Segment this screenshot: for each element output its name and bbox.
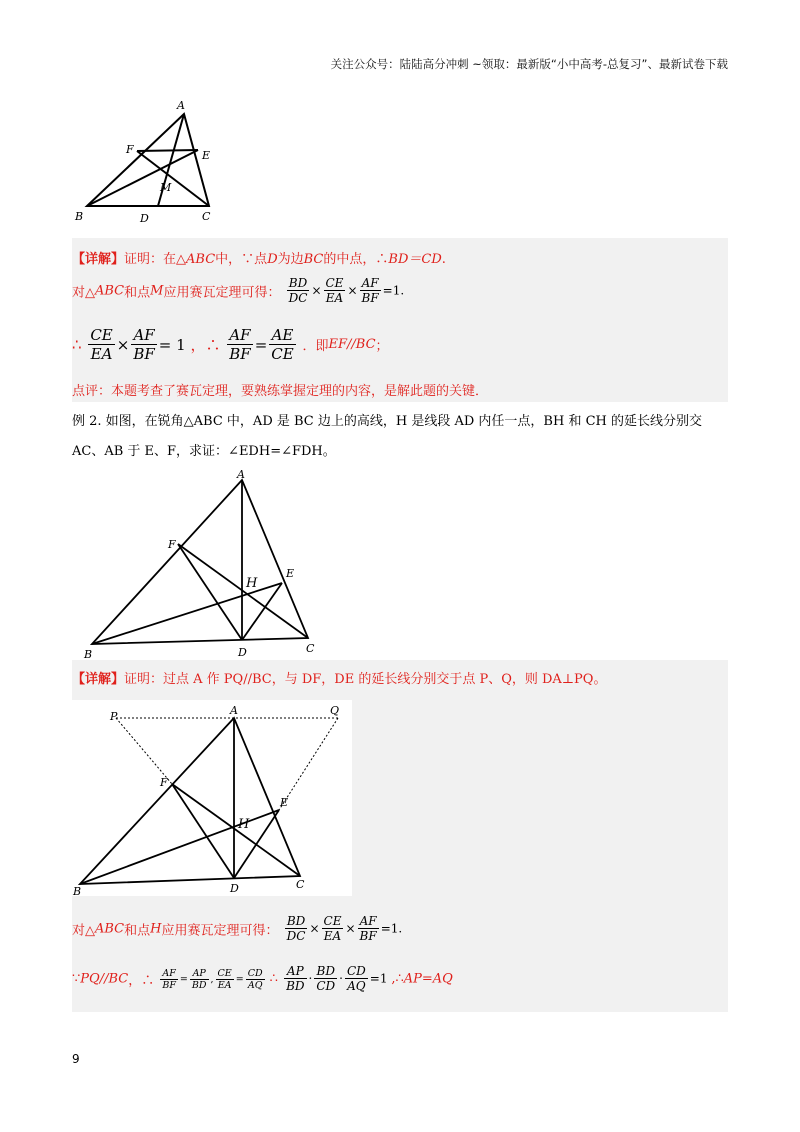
fraction-af-bf-large	[131, 326, 156, 363]
denominator: BF	[162, 980, 176, 992]
solution-3-line-1	[72, 914, 402, 944]
fig1-label-C: C	[202, 210, 211, 223]
text: 对△	[72, 923, 95, 939]
text: 为边	[277, 252, 304, 267]
fraction-ce-ea	[324, 276, 346, 306]
denominator: CD	[316, 979, 336, 994]
text: .	[400, 283, 405, 298]
text: ABC	[95, 283, 125, 299]
denominator: BF	[361, 291, 379, 306]
text: ；	[375, 339, 389, 354]
fig1-label-F: F	[126, 143, 134, 156]
fraction-cd-aq-small	[246, 968, 265, 992]
denominator: CE	[271, 345, 294, 363]
text: 应用赛瓦定理可得：	[161, 923, 279, 939]
solution-3-line-2: ∵PQ//BC，∴ $\frac{AF}{BF}$ = $\frac{AP}{BD}$ , $\frac{CE}{EA}$ = $\frac{CD}{AQ}$ ∴ $\frac{AP}{BD}$ · $\frac{BD}{CD}$ · $\frac{CD}{AQ}$ =1 ,∴AP=AQ	[72, 964, 453, 994]
text: 对△	[72, 285, 95, 301]
denominator: BF	[359, 929, 377, 944]
text: = 1	[158, 335, 186, 354]
numerator: CE	[323, 914, 342, 928]
page-header: 关注公众号：陆陆高分冲刺 ~领取：最新版“小中高考-总复习”、最新试卷下载	[330, 57, 728, 71]
text: EF//BC	[328, 337, 376, 352]
example-2-line-1: 例 2. 如图，在锐角△ABC 中，AD 是 BC 边上的高线，H 是线段 AD 内任一点，BH 和 CH 的延长线分别交	[72, 414, 702, 429]
numerator: CE	[325, 276, 344, 290]
text: .	[441, 252, 446, 267]
numerator: AP	[284, 964, 306, 979]
fraction-af-bf-small	[160, 968, 178, 992]
text: =1	[369, 971, 388, 986]
text: ABC	[95, 921, 125, 937]
fraction-ce-ea-small	[216, 968, 234, 992]
text: ∴	[269, 971, 278, 987]
text: AP=AQ	[403, 971, 453, 987]
fraction-ce-ea-large	[88, 326, 114, 363]
denominator: BF	[229, 345, 251, 363]
text: 证明：过点 A 作 PQ//BC，与 DF，DE 的延长线分别交于点 P、Q，则 DA⊥PQ。	[124, 672, 607, 687]
fraction-af-bf	[360, 276, 381, 306]
text: D	[267, 252, 278, 267]
fig1-label-A: A	[177, 99, 185, 112]
fig2-label-A: A	[237, 468, 245, 481]
fig2-label-F: F	[168, 538, 176, 551]
fig3-label-D: D	[230, 882, 239, 895]
text: =	[254, 335, 268, 354]
text: .	[398, 921, 403, 936]
fig3-label-C: C	[296, 878, 305, 891]
solution-1-line-3	[72, 326, 389, 363]
fraction-af-bf	[358, 914, 379, 944]
numerator: AP	[190, 968, 209, 980]
fraction-af-bf-2	[227, 326, 252, 363]
text: =1	[380, 921, 399, 936]
numerator: CE	[217, 968, 232, 979]
figure-2-triangle	[72, 466, 332, 660]
text: PQ//BC	[80, 971, 129, 987]
fig3-label-F: F	[160, 776, 168, 789]
denominator: EA	[325, 291, 344, 306]
fig3-label-H: H	[238, 817, 250, 832]
fig3-label-B: B	[73, 885, 82, 896]
denominator: DC	[286, 929, 306, 944]
fig2-label-E: E	[286, 567, 295, 580]
solution-tag: 【详解】	[72, 252, 125, 267]
text: H	[150, 921, 162, 937]
fraction-cd-aq	[345, 964, 368, 994]
denominator: BD	[286, 979, 305, 994]
fig2-label-C: C	[306, 642, 315, 655]
solution-1-line-2	[72, 276, 404, 306]
text: ×	[345, 921, 356, 936]
fig3-label-E: E	[280, 796, 289, 809]
figure-1-triangle	[72, 96, 232, 226]
text: ，∴	[190, 336, 221, 354]
text: ×	[309, 921, 320, 936]
solution-1-comment: 点评：本题考查了赛瓦定理，要熟练掌握定理的内容，是解此题的关键．	[72, 384, 489, 399]
text: ,∴	[391, 971, 404, 987]
numerator: AF	[227, 326, 252, 345]
solution-1-line-1	[72, 248, 446, 267]
denominator: EA	[217, 980, 232, 992]
numerator: BD	[285, 914, 308, 929]
numerator: BD	[314, 964, 337, 979]
text: ×	[311, 283, 322, 298]
fig2-label-B: B	[84, 648, 93, 660]
text: 证明：在	[124, 252, 177, 267]
text: ．即	[302, 339, 329, 354]
text: M	[150, 283, 164, 299]
denominator: EA	[323, 929, 342, 944]
text: 和点	[124, 285, 151, 301]
text: BC	[303, 252, 324, 267]
text: △ABC	[176, 252, 216, 267]
fig3-label-A: A	[230, 704, 238, 717]
text: ×	[347, 283, 358, 298]
fig1-label-D: D	[140, 212, 149, 225]
numerator: AF	[131, 326, 156, 345]
text: ·	[339, 971, 343, 986]
fraction-bd-cd	[314, 964, 337, 994]
text: ×	[116, 335, 130, 354]
fig2-label-H: H	[246, 576, 258, 591]
fig2-label-D: D	[238, 646, 247, 659]
page-number: 9	[72, 1052, 80, 1066]
fraction-bd-dc	[285, 914, 308, 944]
fraction-ap-bd	[284, 964, 306, 994]
denominator: EA	[90, 345, 113, 363]
denominator: AQ	[347, 979, 366, 994]
example-2-line-2: AC、AB 于 E、F，求证：∠EDH=∠FDH。	[72, 444, 336, 459]
fraction-ae-ce	[269, 326, 295, 363]
denominator: DC	[288, 291, 308, 306]
numerator: CD	[247, 968, 263, 979]
fig3-label-P: P	[110, 710, 118, 723]
numerator: AE	[269, 326, 295, 345]
fig1-label-M: M	[160, 181, 172, 194]
fraction-ce-ea	[322, 914, 344, 944]
solution-2-line-1	[72, 668, 606, 687]
text: ，∴	[128, 973, 155, 989]
text: =1	[382, 283, 401, 298]
text: 应用赛瓦定理可得：	[163, 285, 281, 301]
text: 和点	[124, 923, 151, 939]
denominator: BF	[133, 345, 155, 363]
text: 中，∵点	[215, 252, 268, 267]
text: ·	[308, 971, 313, 986]
numerator: AF	[358, 914, 379, 929]
fraction-bd-dc	[287, 276, 310, 306]
numerator: CE	[90, 326, 113, 344]
numerator: AF	[360, 276, 381, 291]
text: 的中点，∴	[323, 252, 389, 267]
text: ∴	[72, 335, 82, 354]
figure-3-construction	[72, 700, 352, 896]
denominator: BD	[191, 980, 207, 992]
denominator: AQ	[247, 980, 263, 992]
fraction-ap-bd-small	[190, 968, 209, 992]
fig1-label-B: B	[75, 210, 84, 223]
text: ,	[210, 974, 214, 986]
text: BD＝CD	[388, 252, 442, 267]
numerator: CD	[346, 964, 366, 978]
numerator: BD	[287, 276, 310, 291]
fig1-label-E: E	[202, 149, 211, 162]
numerator: AF	[160, 968, 178, 980]
fig3-label-Q: Q	[330, 704, 340, 717]
text: ∵	[72, 971, 81, 987]
solution-tag: 【详解】	[72, 672, 125, 687]
